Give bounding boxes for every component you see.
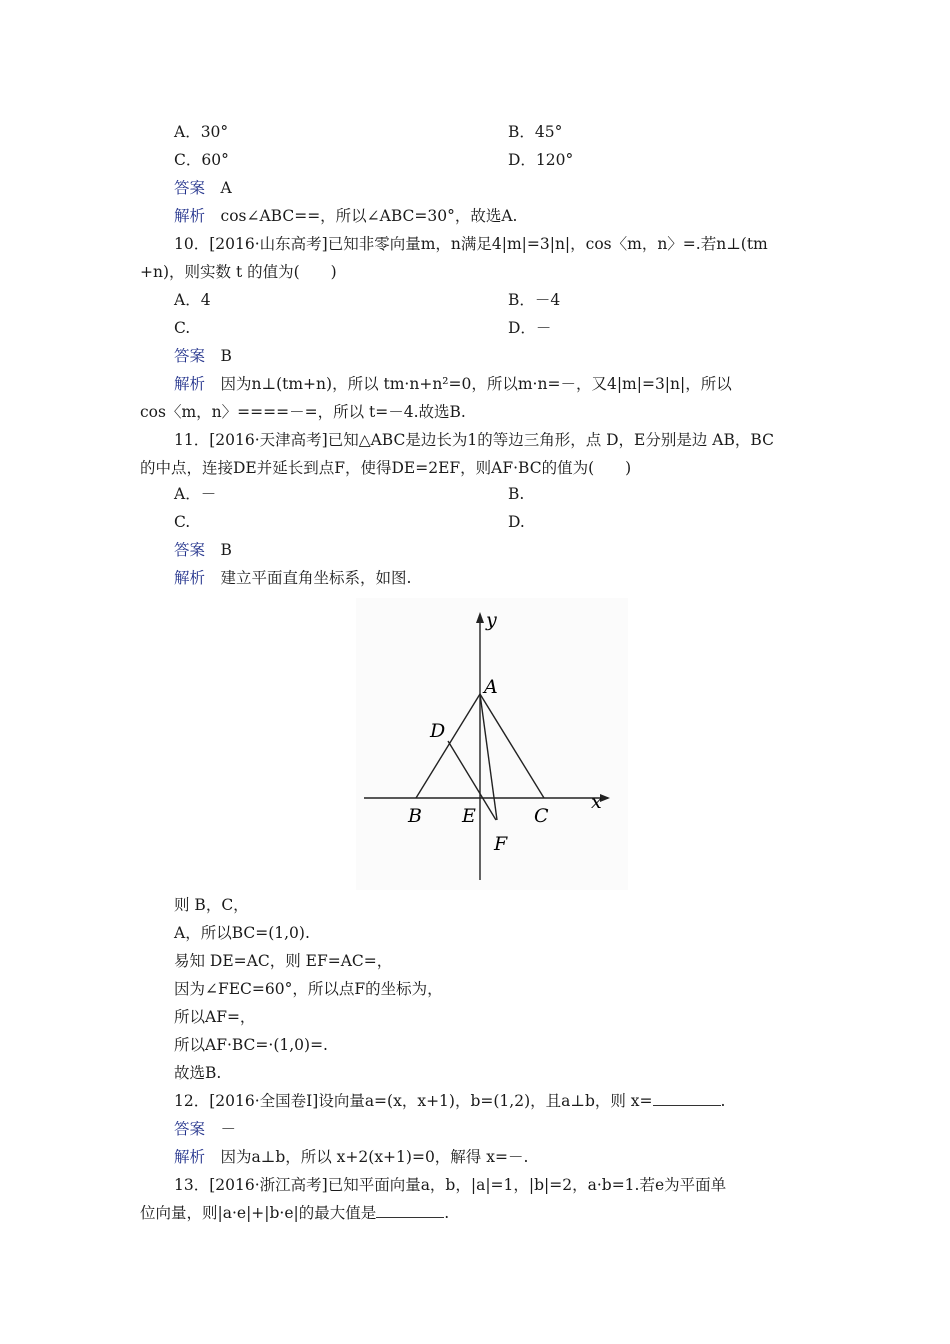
- text-run: 11．[2016·天津高考]已知△ABC是边长为1的等边三角形，点 D，E分别是边 AB，BC: [174, 431, 774, 449]
- section-label: 解析: [174, 207, 206, 225]
- section-label: 解析: [174, 375, 206, 393]
- q10-answer: [174, 346, 232, 366]
- q11-opt-a: [174, 484, 216, 504]
- text-run: A: [205, 179, 232, 197]
- q9-opt-b: [508, 122, 562, 142]
- text-run: .: [444, 1204, 450, 1222]
- q11-answer: [174, 540, 232, 560]
- q11-solution-8: [174, 1063, 221, 1083]
- label-a: A: [484, 676, 498, 698]
- text-run: A，所以BC=(1,0).: [174, 924, 310, 942]
- q10-stem-2: [140, 262, 337, 282]
- q10-solution-2: [140, 402, 466, 422]
- text-run: 10．[2016·山东高考]已知非零向量m，n满足4|m|=3|n|，cos〈m，n〉=.若n⊥(tm: [174, 235, 768, 253]
- coordinate-figure: [356, 598, 628, 890]
- text-run: D.: [508, 513, 525, 531]
- q10-stem-1: [174, 234, 768, 254]
- q10-opt-a: [174, 290, 211, 310]
- section-label: 答案: [174, 179, 206, 197]
- text-run: 12．[2016·全国卷Ⅰ]设向量a=(x，x+1)，b=(1,2)，且a⊥b，则 x=: [174, 1092, 653, 1110]
- q11-stem-2: [140, 458, 631, 478]
- q9-answer: [174, 178, 232, 198]
- q13-stem-1: [174, 1175, 726, 1195]
- text-run: +n)，则实数 t 的值为( ): [140, 263, 337, 281]
- text-run: 易知 DE=AC，则 EF=AC=，: [174, 952, 393, 970]
- text-run: cos〈m，n〉====－=，所以 t=－4.故选B.: [140, 403, 466, 421]
- text-run: 因为a⊥b，所以 x+2(x+1)=0，解得 x=－.: [205, 1148, 529, 1166]
- q9-opt-c: [174, 150, 229, 170]
- segment-af: [480, 694, 497, 820]
- q9-opt-d: [508, 150, 573, 170]
- text-run: 所以AF=，: [174, 1008, 256, 1026]
- q11-solution-2: [174, 895, 249, 915]
- label-f: F: [494, 833, 508, 855]
- q9-solution: [174, 206, 517, 226]
- label-y: y: [486, 609, 497, 631]
- text-run: .: [720, 1092, 726, 1110]
- q10-opt-c: [174, 318, 190, 338]
- q11-solution-7: [174, 1035, 328, 1055]
- section-label: 解析: [174, 569, 206, 587]
- text-run: 故选B.: [174, 1064, 222, 1082]
- text-run: －: [205, 1120, 237, 1138]
- text-run: C.: [174, 319, 191, 337]
- q10-opt-b: [508, 290, 560, 310]
- triangle-diagram: [356, 598, 628, 890]
- q12-answer: [174, 1119, 236, 1139]
- text-run: D．－: [508, 319, 552, 337]
- label-b: B: [408, 805, 422, 827]
- text-run: B.: [508, 485, 525, 503]
- q10-solution-1: [174, 374, 732, 394]
- q12-solution: [174, 1147, 528, 1167]
- text-run: 因为n⊥(tm+n)，所以 tm·n+n²=0，所以m·n=－，又4|m|=3|n|，所以: [205, 375, 732, 393]
- section-label: 答案: [174, 541, 206, 559]
- q11-opt-d: [508, 512, 525, 532]
- label-e: E: [462, 805, 476, 827]
- text-run: 因为∠FEC=60°，所以点F的坐标为，: [174, 980, 443, 998]
- q11-opt-c: [174, 512, 190, 532]
- label-d: D: [430, 720, 446, 742]
- segment-ac: [480, 694, 544, 798]
- label-x: x: [591, 791, 602, 813]
- q11-stem-1: [174, 430, 774, 450]
- q11-solution-3: [174, 923, 310, 943]
- text-run: 所以AF·BC=·(1,0)=.: [174, 1036, 328, 1054]
- section-label: 解析: [174, 1148, 206, 1166]
- section-label: 答案: [174, 1120, 206, 1138]
- text-run: B: [205, 347, 232, 365]
- q9-opt-a: [174, 122, 228, 142]
- text-run: 13．[2016·浙江高考]已知平面向量a，b，|a|=1，|b|=2，a·b=1.若e为平面单: [174, 1176, 727, 1194]
- answer-blank: [376, 1203, 444, 1218]
- q10-opt-d: [508, 318, 551, 338]
- answer-blank: [653, 1091, 721, 1106]
- text-run: C．60°: [174, 151, 229, 169]
- segment-ab: [416, 694, 480, 798]
- text-run: 的中点，连接DE并延长到点F，使得DE=2EF，则AF·BC的值为( ): [140, 459, 632, 477]
- text-run: 位向量，则|a·e|+|b·e|的最大值是: [140, 1204, 377, 1222]
- q13-stem-2: [140, 1203, 449, 1223]
- text-run: B: [205, 541, 232, 559]
- text-run: C.: [174, 513, 191, 531]
- y-axis-arrow-icon: [476, 612, 484, 623]
- text-run: B．45°: [508, 123, 563, 141]
- text-run: A．30°: [174, 123, 229, 141]
- text-run: cos∠ABC==，所以∠ABC=30°，故选A.: [205, 207, 518, 225]
- section-label: 答案: [174, 347, 206, 365]
- q11-solution-1: [174, 568, 411, 588]
- q11-opt-b: [508, 484, 524, 504]
- text-run: A．4: [174, 291, 211, 309]
- text-run: 建立平面直角坐标系，如图.: [205, 569, 412, 587]
- text-run: 则 B，C，: [174, 896, 249, 914]
- q12-stem: [174, 1091, 725, 1111]
- q11-solution-4: [174, 951, 392, 971]
- text-run: B．－4: [508, 291, 561, 309]
- q11-solution-6: [174, 1007, 255, 1027]
- q11-solution-5: [174, 979, 443, 999]
- text-run: D．120°: [508, 151, 574, 169]
- label-c: C: [534, 805, 549, 827]
- text-run: A．－: [174, 485, 217, 503]
